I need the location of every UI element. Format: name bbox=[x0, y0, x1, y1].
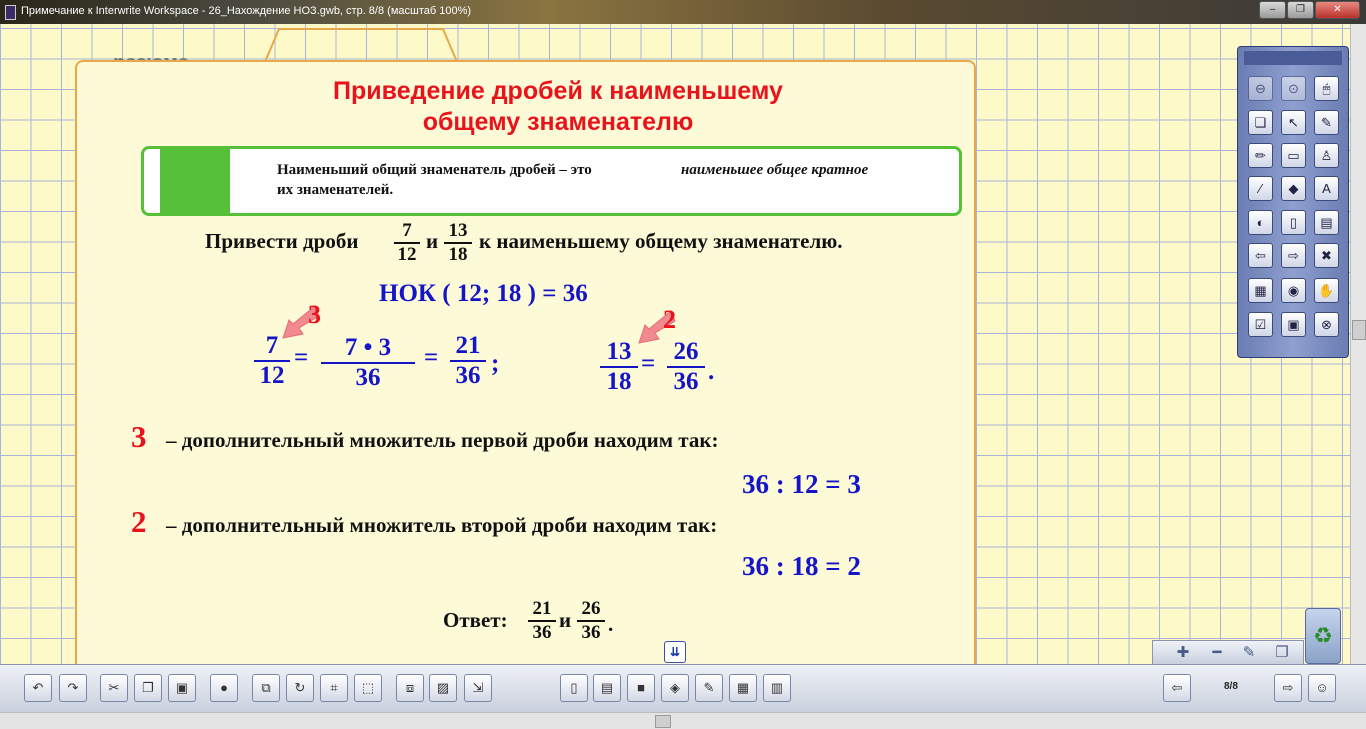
spotlight-icon[interactable]: ◉ bbox=[1281, 278, 1306, 303]
hand-icon[interactable]: ✋ bbox=[1314, 278, 1339, 303]
prev-page-icon[interactable]: ⇦ bbox=[1163, 674, 1191, 702]
redo-icon[interactable]: ↷ bbox=[59, 674, 87, 702]
paste-icon[interactable]: ▣ bbox=[168, 674, 196, 702]
answer-fraction-2: $\frac{26}{36}$ bbox=[577, 598, 605, 644]
explanation-1-text: – дополнительный множитель первой дроби находим так: bbox=[166, 428, 719, 452]
line-tool-icon[interactable]: ⁄ bbox=[1248, 176, 1273, 201]
definition-text: Наименьший общий знаменатель дробей – это bbox=[277, 162, 592, 178]
black-page-icon[interactable]: ■ bbox=[627, 674, 655, 702]
multiplier-1: 3 bbox=[308, 300, 321, 329]
layers-icon[interactable]: ⧈ bbox=[396, 674, 424, 702]
slide-title-line2: общему знаменателю bbox=[422, 108, 694, 136]
new-page-icon[interactable]: ▯ bbox=[1281, 210, 1306, 235]
image-icon[interactable]: ▨ bbox=[429, 674, 457, 702]
palette-grip[interactable] bbox=[1244, 51, 1342, 65]
lcm-line: НОК ( 12; 18 ) = 36 bbox=[379, 280, 588, 307]
screen-icon[interactable]: ▣ bbox=[1281, 312, 1306, 337]
rotate-icon[interactable]: ↻ bbox=[286, 674, 314, 702]
explanation-1-number: 3 bbox=[131, 419, 147, 454]
answer-label: Ответ: bbox=[443, 608, 508, 632]
group-icon[interactable]: ⧉ bbox=[252, 674, 280, 702]
film-icon[interactable]: ▥ bbox=[763, 674, 791, 702]
edit-icon[interactable]: ✎ bbox=[1242, 644, 1256, 661]
calendar-icon[interactable]: ▦ bbox=[1248, 278, 1273, 303]
recycle-bin-icon[interactable]: ♻ bbox=[1305, 608, 1341, 664]
definition-italic: наименьшее общее кратное bbox=[681, 162, 869, 178]
grid-page-icon[interactable]: ▦ bbox=[729, 674, 757, 702]
zoom-bar bbox=[1152, 640, 1304, 666]
next-page-icon[interactable]: ⇨ bbox=[1274, 674, 1302, 702]
tool-palette bbox=[1237, 46, 1349, 358]
definition-marker bbox=[160, 149, 230, 213]
checklist-icon[interactable]: ☑ bbox=[1248, 312, 1273, 337]
explanation-2-text: – дополнительный множитель второй дроби находим так: bbox=[166, 513, 718, 537]
minimize-icon[interactable]: – bbox=[1259, 1, 1286, 19]
eq2-fraction: $\frac{13}{18}$ bbox=[600, 338, 638, 396]
eq1-result-fraction: $\frac{21}{36}$ bbox=[450, 332, 486, 390]
close-x-icon[interactable]: ✖ bbox=[1314, 243, 1339, 268]
import-icon[interactable]: ⇲ bbox=[464, 674, 492, 702]
horizontal-scroll-thumb[interactable] bbox=[655, 715, 671, 728]
minus-circle-icon[interactable]: ⊖ bbox=[1248, 76, 1273, 101]
note-icon[interactable]: ✎ bbox=[695, 674, 723, 702]
text-tool-icon[interactable]: A bbox=[1314, 176, 1339, 201]
explanation-1-calc: 36 : 12 = 3 bbox=[742, 469, 861, 499]
stamp-icon[interactable]: ♙ bbox=[1314, 143, 1339, 168]
task-fraction-1: $\frac{7}{12}$ bbox=[394, 220, 420, 266]
task-prefix: Привести дроби bbox=[205, 229, 359, 253]
eq1-fraction: $\frac{7}{12}$ bbox=[254, 332, 290, 390]
cut-icon[interactable]: ✂ bbox=[100, 674, 128, 702]
slide-title-line1: Приведение дробей к наименьшему bbox=[333, 77, 783, 105]
undo-icon[interactable]: ↶ bbox=[24, 674, 52, 702]
eq1-middle-fraction: $\frac{7 • 3}{36}$ bbox=[321, 334, 415, 392]
definition-box bbox=[141, 146, 962, 216]
restore-icon[interactable]: ❐ bbox=[1287, 1, 1314, 19]
select-icon[interactable]: ⬚ bbox=[354, 674, 382, 702]
task-and: и bbox=[426, 229, 439, 253]
scroll-down-icon[interactable]: ⇊ bbox=[664, 641, 686, 663]
users-icon[interactable]: ☺ bbox=[1308, 674, 1336, 702]
vertical-scroll-thumb[interactable] bbox=[1352, 320, 1366, 340]
close-icon[interactable]: ✕ bbox=[1315, 1, 1360, 19]
pages-icon[interactable]: ❐ bbox=[1275, 644, 1289, 661]
horizontal-scrollbar[interactable] bbox=[0, 712, 1366, 729]
blank-page-icon[interactable]: ▯ bbox=[560, 674, 588, 702]
answer-and: и bbox=[559, 608, 572, 632]
answer-fraction-1: $\frac{21}{36}$ bbox=[528, 598, 556, 644]
window-title: Примечание к Interwrite Workspace - 26_Нахождение НОЗ.gwb, стр. 8/8 (масштаб 100%) bbox=[21, 5, 472, 17]
task-fraction-2: $\frac{13}{18}$ bbox=[444, 220, 472, 266]
exit-icon[interactable]: ⊗ bbox=[1314, 312, 1339, 337]
mouse-icon[interactable]: 🖱 bbox=[1314, 76, 1339, 101]
eq2-period: . bbox=[708, 358, 715, 385]
vertical-scrollbar[interactable] bbox=[1350, 24, 1366, 664]
eq1-equals-2: = bbox=[424, 344, 439, 371]
eq2-equals: = bbox=[641, 350, 656, 377]
answer-period: . bbox=[608, 612, 614, 636]
eq1-semicolon: ; bbox=[491, 350, 500, 377]
bottom-toolbar bbox=[0, 664, 1366, 713]
zoom-out-icon[interactable]: ━ bbox=[1212, 644, 1222, 661]
capture-icon[interactable]: ◐ bbox=[1248, 210, 1273, 235]
zoom-in-icon[interactable]: ✚ bbox=[1176, 644, 1190, 661]
task-suffix: к наименьшему общему знаменателю. bbox=[479, 229, 843, 253]
back-arrow-icon[interactable]: ⇦ bbox=[1248, 243, 1273, 268]
copy-page-icon[interactable]: ❏ bbox=[1248, 110, 1273, 135]
eq2-result-fraction: $\frac{26}{36}$ bbox=[667, 338, 705, 396]
crop-icon[interactable]: ⌗ bbox=[320, 674, 348, 702]
definition-text-2: их знаменателей. bbox=[277, 182, 394, 198]
page-icon[interactable]: ▤ bbox=[1314, 210, 1339, 235]
copy-icon[interactable]: ❐ bbox=[134, 674, 162, 702]
app-icon bbox=[5, 5, 16, 20]
pointer-icon[interactable]: ↖ bbox=[1281, 110, 1306, 135]
color-icon[interactable]: ● bbox=[210, 674, 238, 702]
multiplier-2: 2 bbox=[663, 305, 676, 334]
pen-icon[interactable]: ✏ bbox=[1248, 143, 1273, 168]
window-title-bar bbox=[0, 0, 1366, 24]
lined-page-icon[interactable]: ▤ bbox=[593, 674, 621, 702]
highlighter-icon[interactable]: ✎ bbox=[1314, 110, 1339, 135]
explanation-2-calc: 36 : 18 = 2 bbox=[742, 551, 861, 581]
down-circle-icon[interactable]: ⊙ bbox=[1281, 76, 1306, 101]
forward-arrow-icon[interactable]: ⇨ bbox=[1281, 243, 1306, 268]
shapes-icon[interactable]: ◆ bbox=[1281, 176, 1306, 201]
eraser-icon[interactable]: ▭ bbox=[1281, 143, 1306, 168]
page-indicator: 8/8 bbox=[1224, 681, 1238, 692]
explanation-2-number: 2 bbox=[131, 504, 147, 539]
eq1-equals: = bbox=[294, 344, 309, 371]
view-icon[interactable]: ◈ bbox=[661, 674, 689, 702]
